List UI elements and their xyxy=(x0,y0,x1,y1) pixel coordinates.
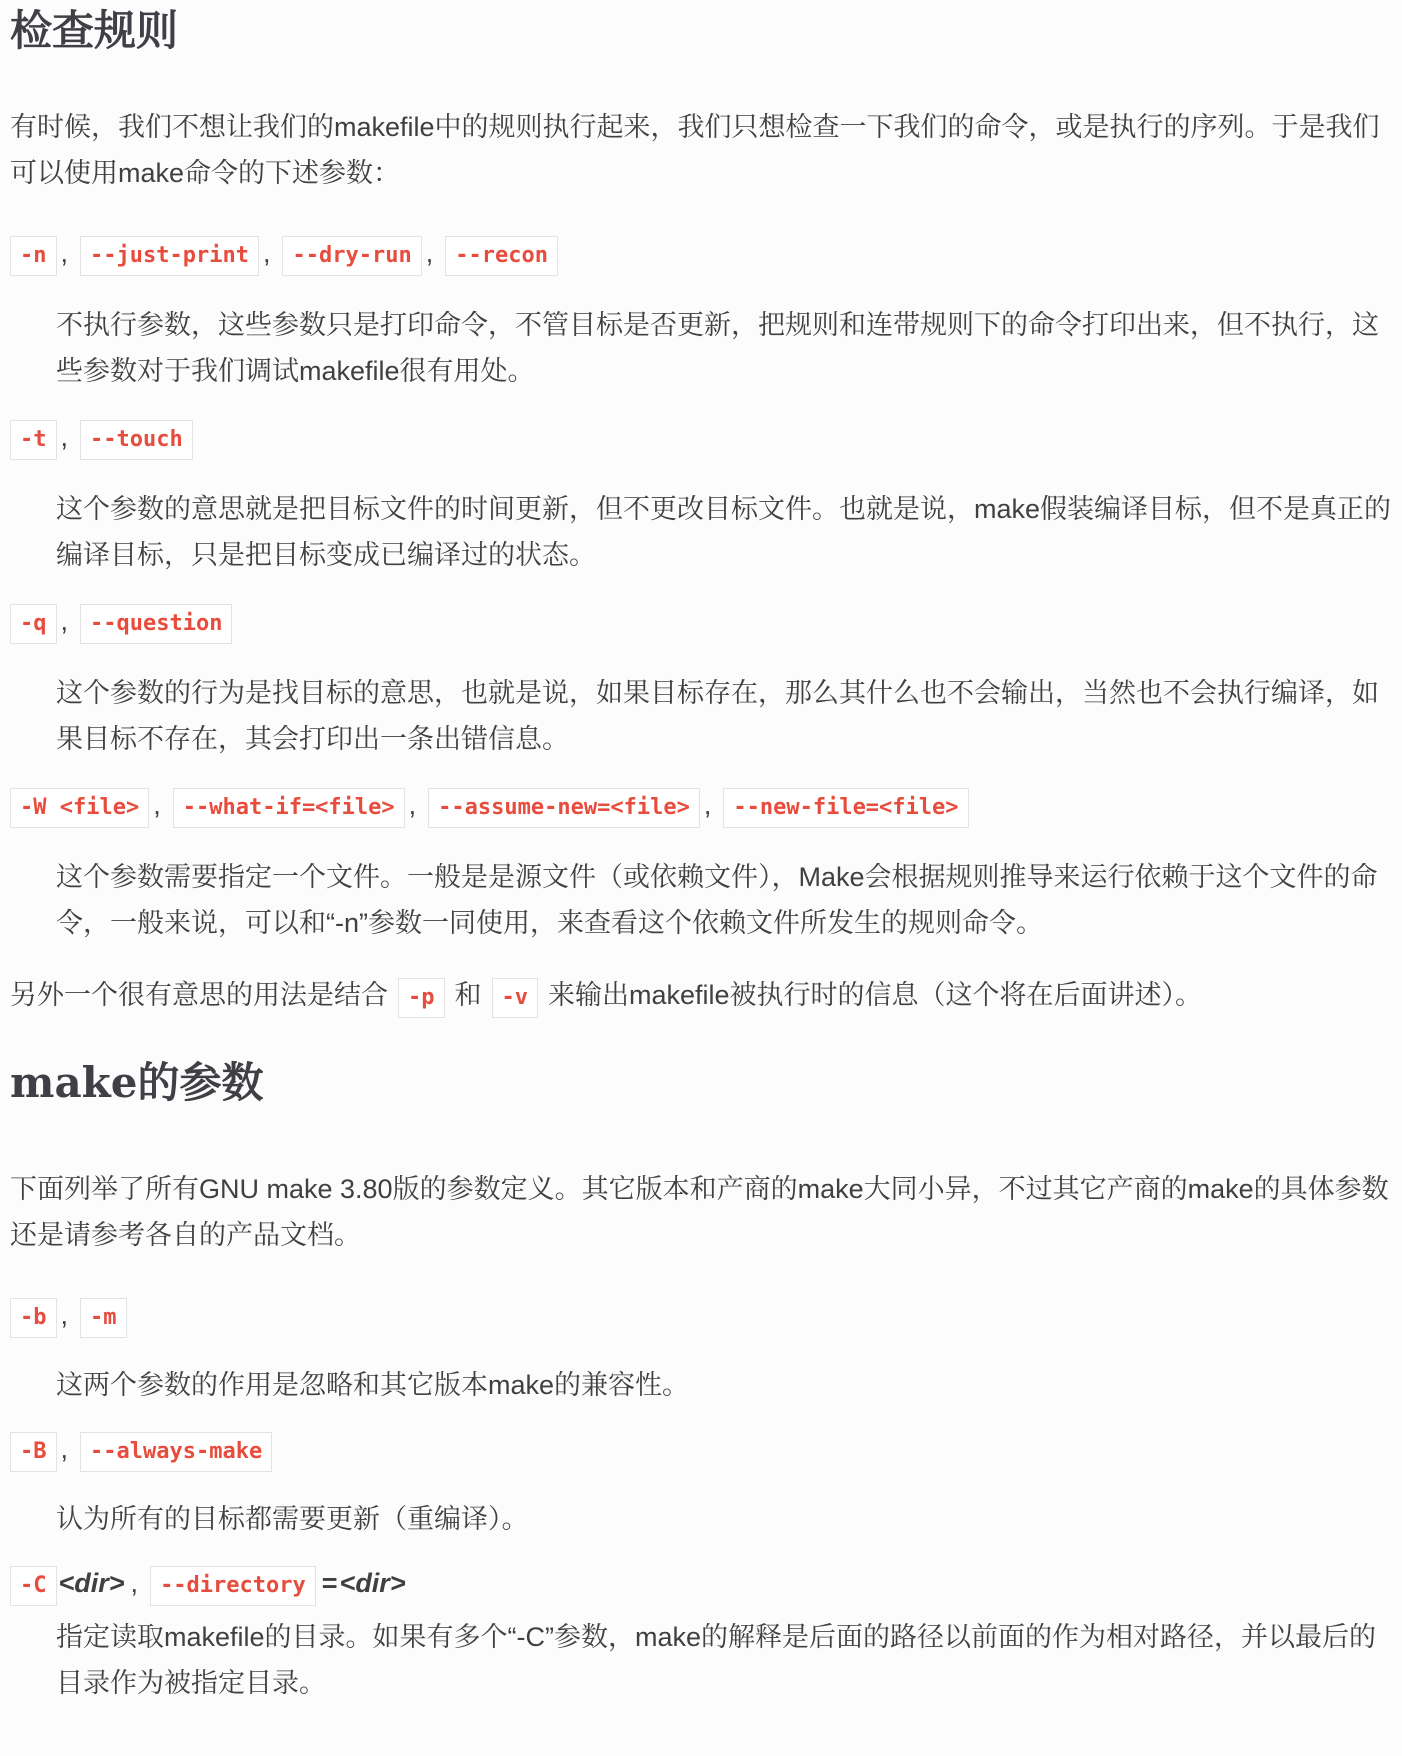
code-flag: --touch xyxy=(80,420,193,460)
outro-prefix: 另外一个很有意思的用法是结合 xyxy=(10,979,388,1010)
param-flags-row xyxy=(10,420,1392,460)
intro-paragraph: 有时候，我们不想让我们的makefile中的规则执行起来，我们只想检查一下我们的命令，或是执行的序列。于是我们可以使用make命令的下述参数： xyxy=(10,111,1380,188)
code-flag: -b xyxy=(10,1298,57,1338)
flag-separator: , xyxy=(130,1567,139,1598)
code-flag-v: -v xyxy=(492,978,539,1018)
section-title: make的参数 xyxy=(10,1058,264,1108)
param-flags-row xyxy=(10,1298,1392,1338)
section-make-arguments xyxy=(10,1058,1392,1706)
code-flag: --new-file=<file> xyxy=(723,788,968,828)
page-title: 检查规则 xyxy=(10,6,179,55)
flag-separator: , xyxy=(60,605,69,636)
dir-placeholder: <dir> xyxy=(58,1567,125,1598)
flag-separator: , xyxy=(60,237,69,268)
flag-separator: , xyxy=(60,1433,69,1464)
dir-placeholder: <dir> xyxy=(339,1567,406,1598)
outro-suffix: 来输出makefile被执行时的信息（这个将在后面讲述）。 xyxy=(548,979,1203,1010)
param-description: 这个参数的意思就是把目标文件的时间更新，但不更改目标文件。也就是说，make假装编译目标，但不是真正的编译目标，只是把目标变成已编译过的状态。 xyxy=(56,493,1392,570)
param-description: 不执行参数，这些参数只是打印命令，不管目标是否更新，把规则和连带规则下的命令打印出来，但不执行，这些参数对于我们调试makefile很有用处。 xyxy=(56,309,1379,386)
param-list xyxy=(10,1298,1392,1706)
intro-paragraph: 下面列举了所有GNU make 3.80版的参数定义。其它版本和产商的make大同小异，不过其它产商的make的具体参数还是请参考各自的产品文档。 xyxy=(10,1173,1389,1250)
flag-separator: , xyxy=(60,421,69,452)
code-flag: --what-if=<file> xyxy=(173,788,405,828)
code-flag: -m xyxy=(80,1298,127,1338)
outro-paragraph xyxy=(10,972,1392,1018)
flag-separator: , xyxy=(153,789,161,820)
param-flags-row xyxy=(10,788,1392,828)
code-flag: --directory xyxy=(150,1566,316,1606)
param-list xyxy=(10,236,1392,946)
code-flag: --assume-new=<file> xyxy=(428,788,700,828)
param-description-cutoff: 指定读取makefile的目录。如果有多个“-C”参数，make的解释是后面的路径以前面的作为相对路径，并以最后的目录作为被指定目录。 xyxy=(56,1621,1377,1698)
code-flag: -B xyxy=(10,1432,57,1472)
code-flag: --always-make xyxy=(80,1432,272,1472)
code-flag: -C xyxy=(10,1566,57,1606)
param-flags-row xyxy=(10,1432,1392,1472)
param-flags-row xyxy=(10,236,1392,276)
flag-separator: , xyxy=(60,1299,69,1330)
param-description: 这两个参数的作用是忽略和其它版本make的兼容性。 xyxy=(56,1369,690,1400)
flag-separator: , xyxy=(425,237,434,268)
code-flag: --recon xyxy=(445,236,558,276)
section-check-rules xyxy=(10,6,1392,1018)
outro-mid: 和 xyxy=(454,979,482,1010)
code-flag: --just-print xyxy=(80,236,259,276)
equals-sign: = xyxy=(321,1567,338,1598)
code-flag: -n xyxy=(10,236,57,276)
code-flag: -t xyxy=(10,420,57,460)
code-flag-p: -p xyxy=(398,978,445,1018)
param-description: 这个参数需要指定一个文件。一般是是源文件（或依赖文件），Make会根据规则推导来运行依赖于这个文件的命令，一般来说，可以和“-n”参数一同使用，来查看这个依赖文件所发生的规则命令。 xyxy=(56,861,1378,938)
flag-separator: , xyxy=(262,237,271,268)
code-flag: -q xyxy=(10,604,57,644)
code-flag: --question xyxy=(80,604,232,644)
flag-separator: , xyxy=(703,789,712,820)
flag-separator: , xyxy=(408,789,417,820)
param-description: 这个参数的行为是找目标的意思，也就是说，如果目标存在，那么其什么也不会输出，当然也不会执行编译，如果目标不存在，其会打印出一条出错信息。 xyxy=(56,677,1379,754)
param-flags-row xyxy=(10,604,1392,644)
param-description: 认为所有的目标都需要更新（重编译）。 xyxy=(56,1503,529,1534)
code-flag: -W <file> xyxy=(10,788,149,828)
param-flags-row-directory xyxy=(10,1566,1392,1606)
code-flag: --dry-run xyxy=(282,236,421,276)
